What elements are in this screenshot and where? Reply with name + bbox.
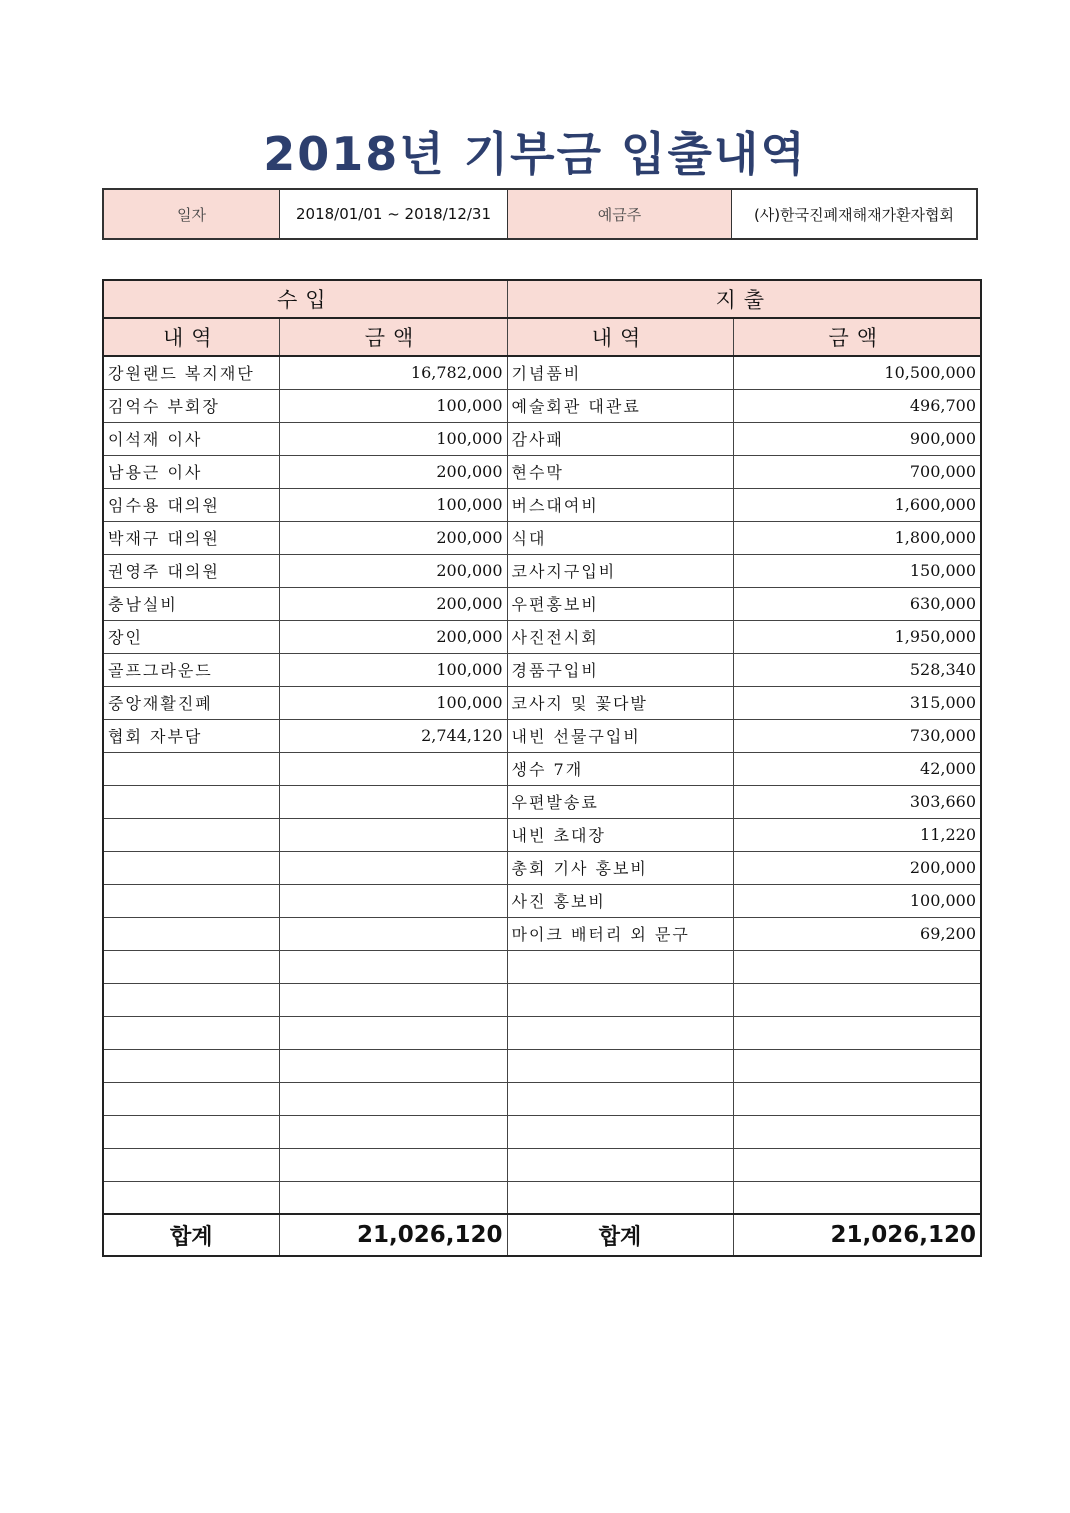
income-desc-header: 내역 [103,318,279,356]
income-amount [279,917,507,950]
table-row [103,488,981,521]
expense-amount: 11,220 [733,818,981,851]
expense-desc: 감사패 [507,422,733,455]
income-amount: 200,000 [279,554,507,587]
income-amount [279,1148,507,1181]
income-amount: 200,000 [279,620,507,653]
depositor-value: (사)한국진폐재해재가환자협회 [753,205,955,224]
table-row [103,587,981,620]
expense-amount [733,1049,981,1082]
income-desc [103,785,279,818]
table-row [103,1148,981,1181]
income-desc [103,1082,279,1115]
expense-amount: 200,000 [733,851,981,884]
income-desc [103,1049,279,1082]
income-amount [279,1082,507,1115]
income-desc: 임수용 대의원 [103,488,279,521]
expense-desc [507,1148,733,1181]
income-desc: 이석재 이사 [103,422,279,455]
income-amount: 100,000 [279,488,507,521]
income-amount: 16,782,000 [279,356,507,389]
table-row [103,983,981,1016]
income-amount: 100,000 [279,686,507,719]
table-row [103,1049,981,1082]
income-desc [103,983,279,1016]
expense-amount: 496,700 [733,389,981,422]
expense-amount: 700,000 [733,455,981,488]
table-row [103,884,981,917]
income-amount: 2,744,120 [279,719,507,752]
income-desc: 강원랜드 복지재단 [103,356,279,389]
expense-total-label: 합계 [507,1214,733,1256]
expense-desc: 생수 7개 [507,752,733,785]
table-row [103,389,981,422]
expense-amount: 1,600,000 [733,488,981,521]
expense-desc: 코사지 및 꽃다발 [507,686,733,719]
table-row [103,653,981,686]
expense-desc: 마이크 배터리 외 문구 [507,917,733,950]
income-amount [279,1115,507,1148]
income-amount [279,785,507,818]
info-header [102,188,978,240]
expense-amount: 528,340 [733,653,981,686]
expense-desc: 사진 홍보비 [507,884,733,917]
expense-amount: 150,000 [733,554,981,587]
expense-desc: 코사지구입비 [507,554,733,587]
income-desc [103,950,279,983]
income-desc [103,851,279,884]
expense-amount: 1,950,000 [733,620,981,653]
expense-amount [733,1181,981,1214]
table-row [103,785,981,818]
expense-amount: 315,000 [733,686,981,719]
table-row [103,818,981,851]
income-desc [103,752,279,785]
donation-table [102,279,982,1257]
expense-amount-header: 금액 [733,318,981,356]
expense-desc [507,1049,733,1082]
table-row [103,917,981,950]
income-amount [279,851,507,884]
table-row [103,719,981,752]
expense-desc: 내빈 초대장 [507,818,733,851]
income-desc [103,818,279,851]
income-amount: 100,000 [279,653,507,686]
income-amount: 200,000 [279,587,507,620]
expense-amount: 100,000 [733,884,981,917]
expense-amount: 630,000 [733,587,981,620]
date-label: 일자 [104,190,280,238]
expense-amount: 1,800,000 [733,521,981,554]
income-amount: 200,000 [279,455,507,488]
income-desc [103,1148,279,1181]
income-header: 수입 [103,280,507,318]
table-row [103,455,981,488]
expense-desc [507,1181,733,1214]
expense-desc [507,1016,733,1049]
income-desc [103,1181,279,1214]
expense-amount: 900,000 [733,422,981,455]
table-row [103,554,981,587]
income-desc: 장인 [103,620,279,653]
table-row [103,686,981,719]
income-amount [279,950,507,983]
expense-amount [733,950,981,983]
income-amount: 100,000 [279,389,507,422]
income-desc [103,1115,279,1148]
expense-desc: 예술회관 대관료 [507,389,733,422]
table-row [103,1181,981,1214]
table-row [103,752,981,785]
income-desc: 골프그라운드 [103,653,279,686]
income-amount [279,1181,507,1214]
table-row [103,851,981,884]
income-amount [279,818,507,851]
income-desc: 권영주 대의원 [103,554,279,587]
income-desc: 중앙재활진폐 [103,686,279,719]
expense-amount: 69,200 [733,917,981,950]
expense-desc: 총회 기사 홍보비 [507,851,733,884]
table-row [103,521,981,554]
table-row [103,950,981,983]
expense-desc [507,1082,733,1115]
depositor-label: 예금주 [508,190,732,238]
table-row [103,1115,981,1148]
expense-desc [507,1115,733,1148]
expense-total: 21,026,120 [733,1214,981,1256]
table-row [103,356,981,389]
income-desc: 박재구 대의원 [103,521,279,554]
table-row [103,1016,981,1049]
income-amount: 200,000 [279,521,507,554]
income-amount-header: 금액 [279,318,507,356]
income-desc: 충남실비 [103,587,279,620]
income-amount [279,1016,507,1049]
expense-amount [733,1115,981,1148]
expense-desc [507,950,733,983]
income-amount [279,884,507,917]
table-row [103,620,981,653]
expense-desc: 식대 [507,521,733,554]
expense-desc: 내빈 선물구입비 [507,719,733,752]
income-desc [103,884,279,917]
expense-desc: 현수막 [507,455,733,488]
expense-amount [733,983,981,1016]
income-amount [279,1049,507,1082]
expense-desc: 버스대여비 [507,488,733,521]
expense-desc: 우편홍보비 [507,587,733,620]
income-desc: 남용근 이사 [103,455,279,488]
date-value: 2018/01/01 ~ 2018/12/31 [280,190,508,238]
income-desc [103,1016,279,1049]
table-row [103,1082,981,1115]
expense-desc-header: 내역 [507,318,733,356]
expense-amount: 42,000 [733,752,981,785]
income-total-label: 합계 [103,1214,279,1256]
income-desc: 김억수 부회장 [103,389,279,422]
expense-desc: 기념품비 [507,356,733,389]
expense-desc: 사진전시회 [507,620,733,653]
expense-desc: 경품구입비 [507,653,733,686]
expense-desc [507,983,733,1016]
income-amount: 100,000 [279,422,507,455]
expense-amount: 303,660 [733,785,981,818]
expense-desc: 우편발송료 [507,785,733,818]
income-amount [279,752,507,785]
income-desc: 협회 자부담 [103,719,279,752]
expense-amount [733,1148,981,1181]
expense-amount [733,1016,981,1049]
page-title: 2018년 기부금 입출내역 [263,127,807,181]
income-desc [103,917,279,950]
table-row [103,422,981,455]
income-total: 21,026,120 [279,1214,507,1256]
income-amount [279,983,507,1016]
expense-amount: 10,500,000 [733,356,981,389]
expense-header: 지출 [507,280,981,318]
expense-amount: 730,000 [733,719,981,752]
expense-amount [733,1082,981,1115]
